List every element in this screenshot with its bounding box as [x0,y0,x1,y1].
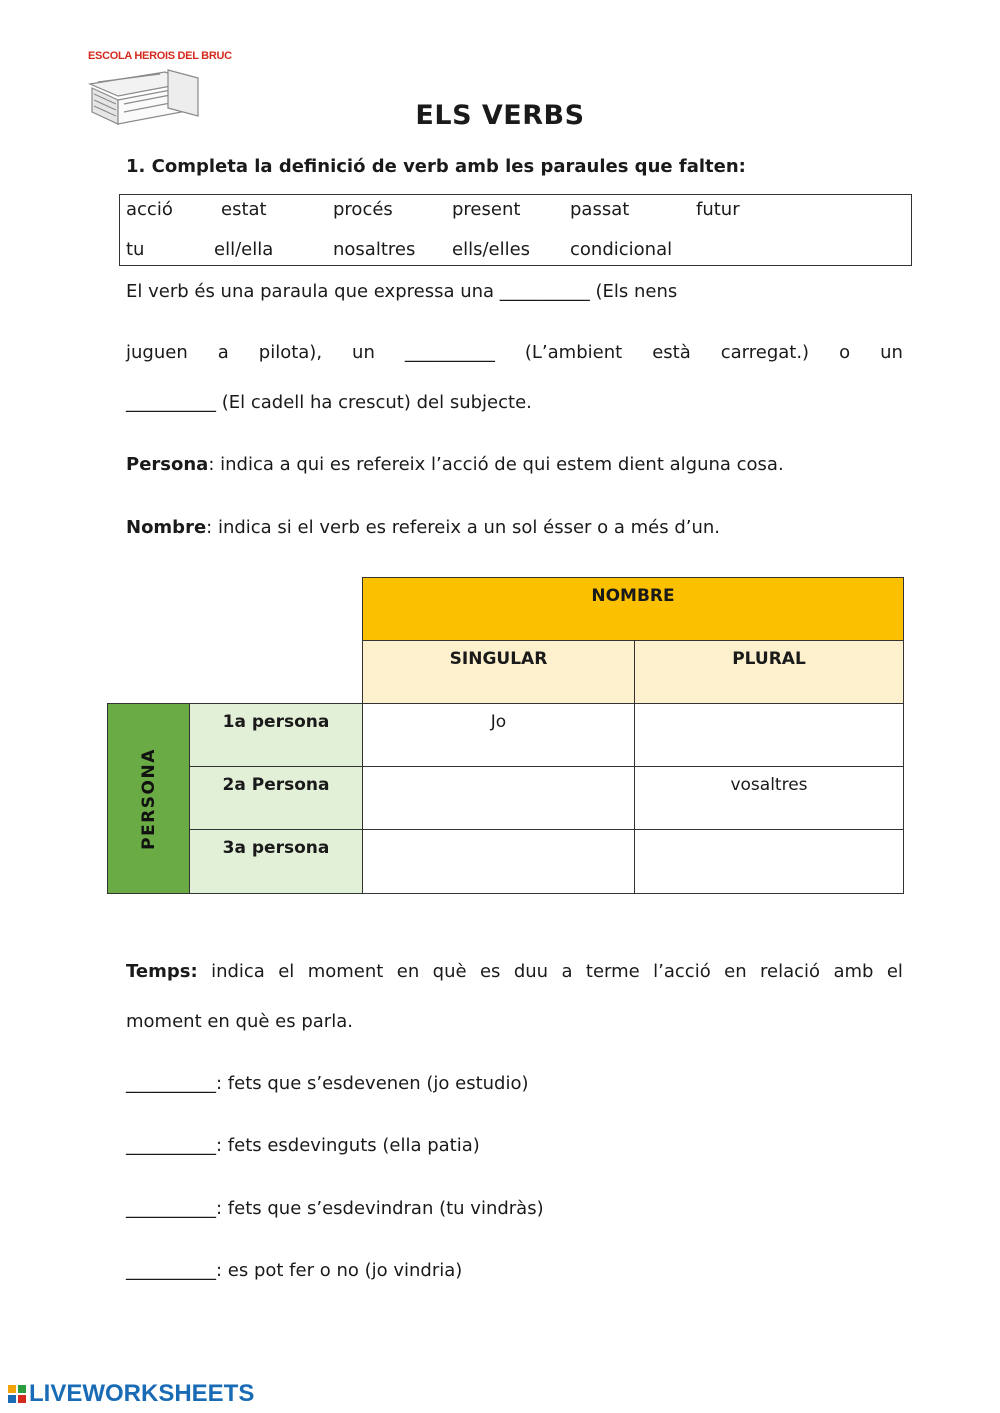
cell-value [363,830,634,838]
table-row-label [190,704,363,767]
word: juguen [126,342,188,363]
blank[interactable]: __________ [404,342,495,363]
word: indica [211,961,265,982]
temps-definition-line-1 [126,961,903,982]
word-bank-item: present [452,199,521,220]
persona-nombre-table [107,577,904,894]
word: el [886,961,903,982]
word-bank-item: ell/ella [214,239,274,260]
word: què [432,961,467,982]
nombre-label: Nombre [126,517,207,538]
row-label-text: 3a persona [222,838,330,858]
liveworksheets-brand[interactable] [8,1380,254,1408]
table-cell-singular[interactable] [363,704,635,767]
table-corner-cell [108,578,363,704]
word-bank-item: ells/elles [452,239,531,260]
definition-line-1: El verb és una paraula que expressa una __________ (Els nens [126,281,678,302]
nombre-header-text: NOMBRE [591,586,675,606]
word-bank [119,194,912,266]
word: duu [513,961,549,982]
persona-side-label: PERSONA [138,747,159,850]
cell-value [635,704,903,712]
word: a [217,342,229,363]
word-bank-item: passat [570,199,630,220]
word: amb [833,961,874,982]
word: el [278,961,295,982]
table-cell-singular[interactable] [363,830,635,894]
table-cell-singular[interactable] [363,767,635,830]
table-row-label [190,830,363,894]
word: terme [585,961,640,982]
table-cell-plural[interactable] [635,767,904,830]
word: (L’ambient [524,342,623,363]
temps-definition-line-2: moment en què es parla. [126,1011,353,1032]
word: a [561,961,573,982]
word: un [880,342,903,363]
word-bank-item: futur [696,199,740,220]
word: pilota), [258,342,323,363]
word: es [479,961,501,982]
table-side-persona [108,704,190,894]
word-bank-item: tu [126,239,145,260]
word: o [839,342,851,363]
word-bank-item: estat [221,199,267,220]
word-bank-item: nosaltres [333,239,416,260]
cell-value: Jo [490,712,507,732]
word-bank-item: acció [126,199,173,220]
nombre-text: : indica si el verb es refereix a un sol ésser o a més d’un. [206,517,721,538]
table-cell-plural[interactable] [635,704,904,767]
word-bank-item: condicional [570,239,673,260]
cell-value: vosaltres [730,775,808,795]
table-row-label [190,767,363,830]
word: carregat.) [720,342,810,363]
singular-header-text: SINGULAR [449,649,548,669]
persona-definition [126,454,784,475]
temps-label: Temps: [126,961,198,982]
temps-item-future[interactable]: __________: fets que s’esdevindran (tu vindràs) [126,1198,544,1219]
table-header-plural [635,641,904,704]
temps-item-past[interactable]: __________: fets esdevinguts (ella patia) [126,1135,480,1156]
table-cell-plural[interactable] [635,830,904,894]
exercise-1-instruction: 1. Completa la definició de verb amb les paraules que falten: [126,156,746,177]
word: l’acció [653,961,711,982]
nombre-definition [126,517,720,538]
school-name: ESCOLA HEROIS DEL BRUC [88,50,232,62]
table-header-singular [363,641,635,704]
row-label-text: 2a Persona [222,775,330,795]
word: un [352,342,375,363]
brand-logo-icon [8,1385,26,1403]
temps-item-present[interactable]: __________: fets que s’esdevenen (jo estudio) [126,1073,529,1094]
plural-header-text: PLURAL [732,649,806,669]
word-bank-item: procés [333,199,393,220]
cell-value [635,830,903,838]
page-title: ELS VERBS [415,100,585,131]
definition-line-3: __________ (El cadell ha crescut) del subjecte. [126,392,532,413]
row-label-text: 1a persona [222,712,330,732]
temps-item-conditional[interactable]: __________: es pot fer o no (jo vindria) [126,1260,463,1281]
word: està [652,342,691,363]
brand-name: LIVEWORKSHEETS [29,1380,255,1407]
word: relació [760,961,821,982]
word: moment [307,961,384,982]
cell-value [363,767,634,775]
word: en [396,961,420,982]
persona-text: : indica a qui es refereix l’acció de qui estem dient alguna cosa. [208,454,784,475]
persona-label: Persona [126,454,209,475]
definition-line-2 [126,342,903,363]
word: en [724,961,747,982]
table-header-nombre [363,578,904,641]
